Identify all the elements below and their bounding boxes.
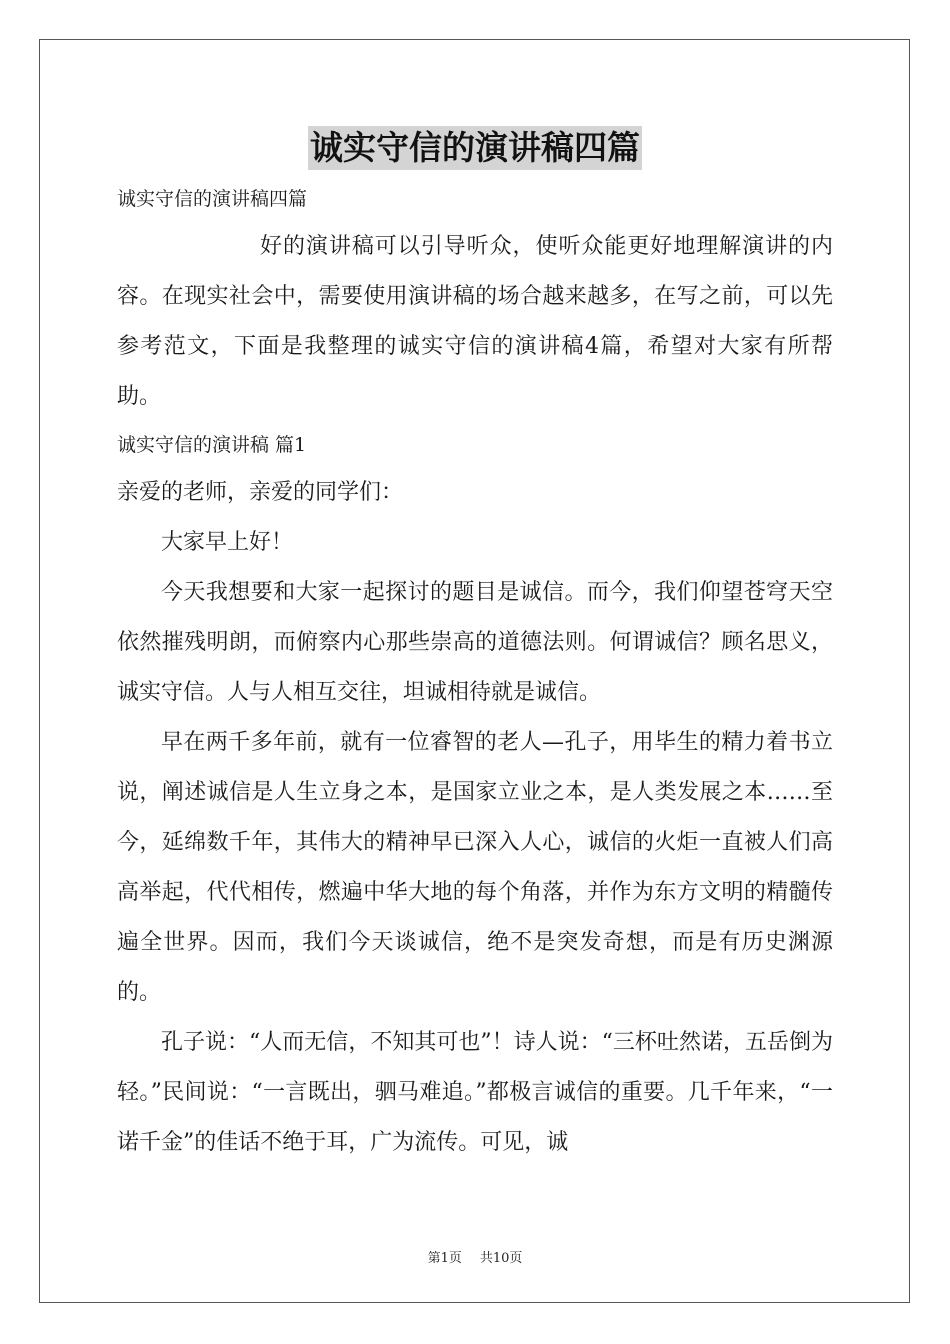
document-subtitle: 诚实守信的演讲稿四篇 — [117, 188, 308, 210]
salutation: 亲爱的老师，亲爱的同学们： — [117, 480, 404, 505]
title-container — [0, 126, 950, 170]
body-paragraph-1: 今天我想要和大家一起探讨的题目是诚信。而今，我们仰望苍穹天空依然摧残明朗，而俯察内心那些崇高的道德法则。何谓诚信？顾名思义，诚实守信。人与人相互交往，坦诚相待就是诚信。 — [117, 580, 833, 705]
page-number: 第1页 — [427, 1251, 462, 1266]
page-footer — [0, 1247, 950, 1266]
section-heading: 诚实守信的演讲稿 篇1 — [117, 434, 307, 456]
body-paragraph-2: 早在两千多年前，就有一位睿智的老人—孔子，用毕生的精力着书立说，阐述诚信是人生立身之本，是国家立业之本，是人类发展之本……至今，延绵数千年，其伟大的精神早已深入人心，诚信的火炬一直被人们高高举起，代代相传，燃遍中华大地的每个角落，并作为东方文明的精髓传遍全世界。因而，我们今天谈诚信，绝不是突发奇想，而是有历史渊源的。 — [117, 730, 833, 1005]
greeting: 大家早上好！ — [161, 530, 294, 555]
body-paragraph-3: 孔子说：“人而无信，不知其可也”！诗人说：“三杯吐然诺，五岳倒为轻。”民间说：“一言既出，驷马难追。”都极言诚信的重要。几千年来，“一诺千金”的佳话不绝于耳，广为流传。可见，诚 — [117, 1030, 833, 1155]
document-body — [117, 176, 833, 1168]
intro-paragraph: 好的演讲稿可以引导听众，使听众能更好地理解演讲的内容。在现实社会中，需要使用演讲稿的场合越来越多，在写之前，可以先参考范文，下面是我整理的诚实守信的演讲稿4篇，希望对大家有所帮助。 — [117, 234, 833, 409]
page-total: 共10页 — [479, 1251, 523, 1266]
document-title: 诚实守信的演讲稿四篇 — [308, 126, 642, 170]
